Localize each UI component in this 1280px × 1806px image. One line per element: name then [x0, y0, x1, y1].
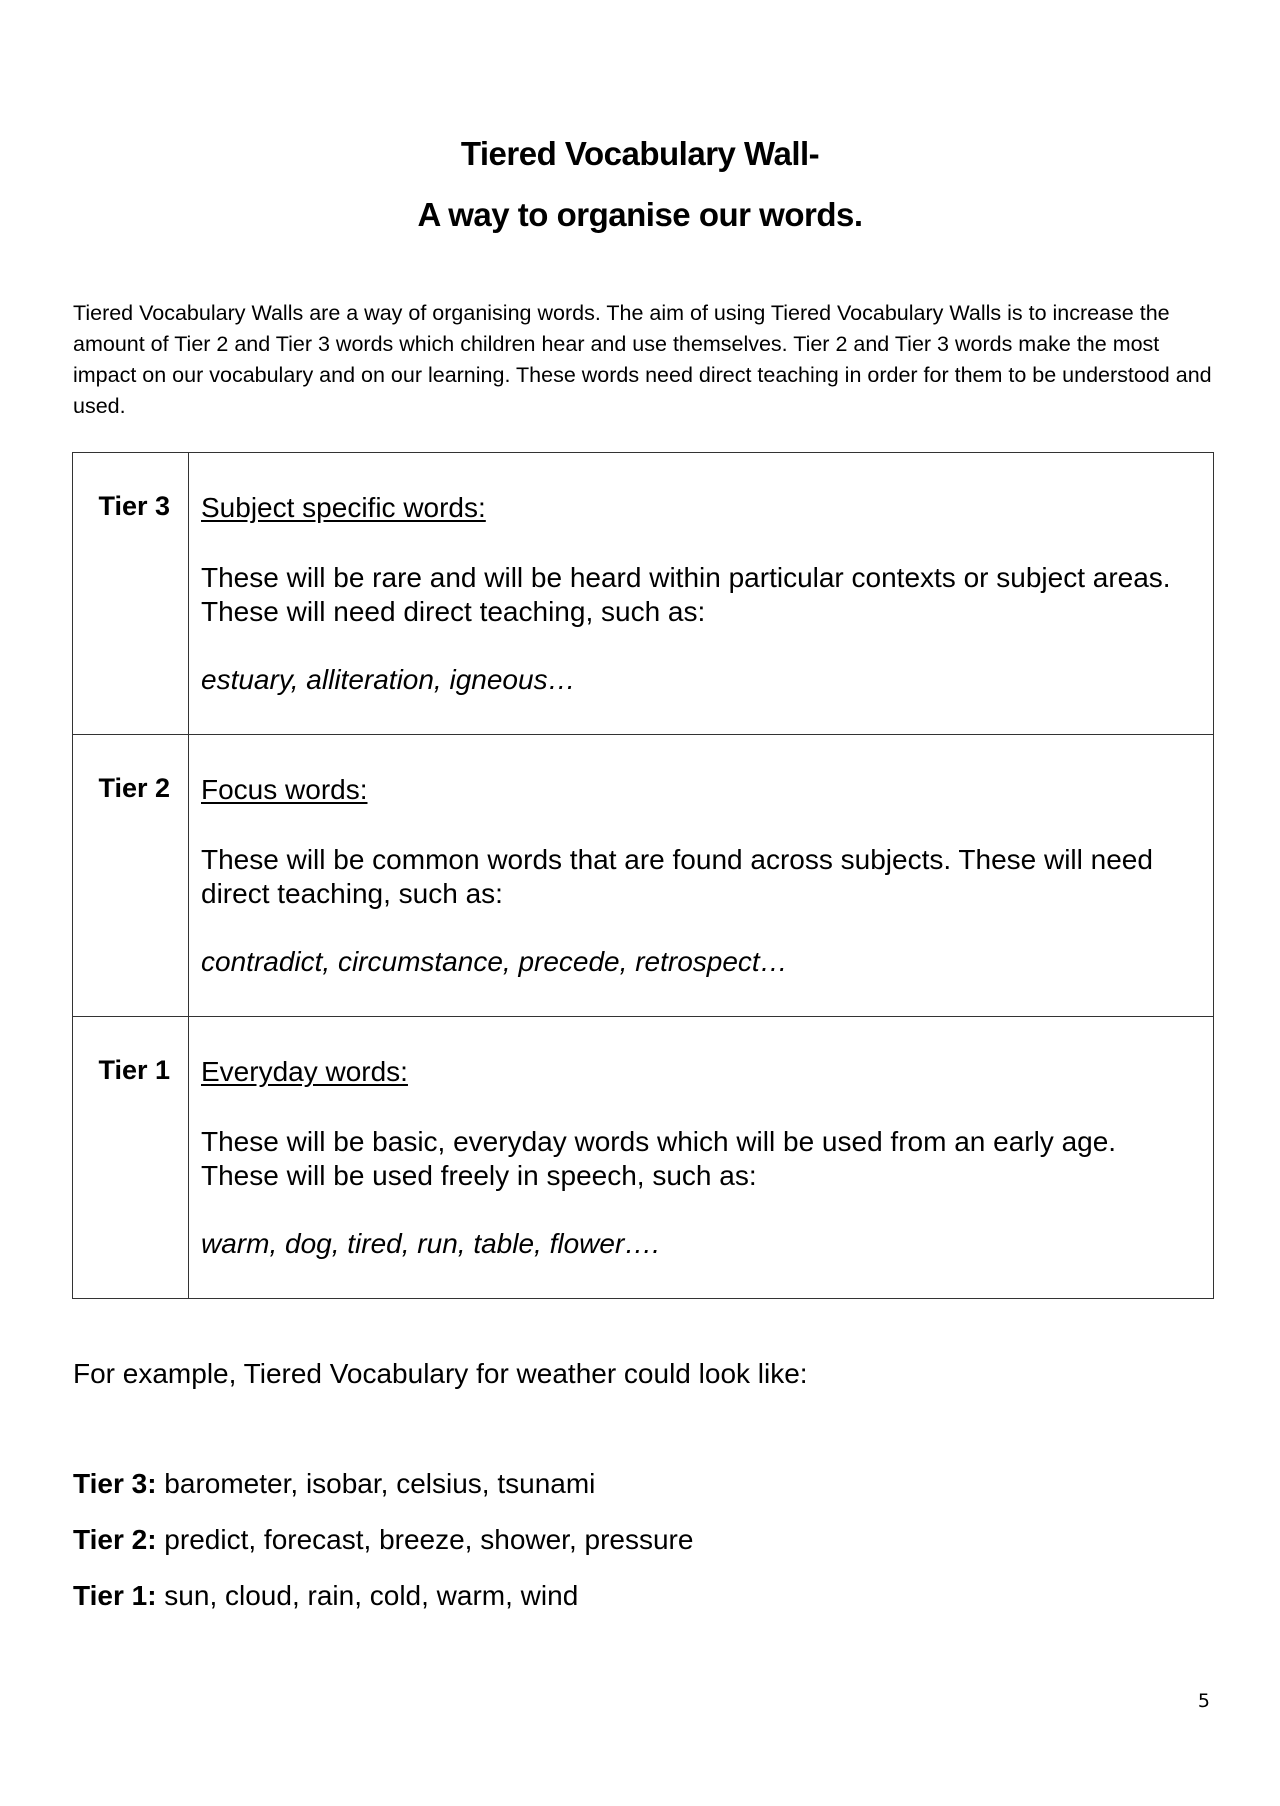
intro-paragraph: Tiered Vocabulary Walls are a way of organising words. The aim of using Tiered Vocabulary Walls is to increase the amount of Tier 2 and Tier 3 words which children hear and use themselves. Tier 2 and Tier 3 words make the most impact on our vocabulary and on our learning. These words need direct teaching in order for them to be understood and used. [73, 301, 1212, 418]
weather-tier-words: barometer, isobar, celsius, tsunami [156, 1468, 596, 1499]
tier-row-3 [73, 453, 1214, 735]
tier-heading: Everyday words: [201, 1056, 408, 1087]
tier-heading: Focus words: [201, 774, 368, 805]
tier-examples: warm, dog, tired, run, table, flower…. [201, 1228, 661, 1259]
tier-table [72, 452, 1214, 1299]
tier-description: These will be rare and will be heard within particular contexts or subject areas. These will need direct teaching, such as: [201, 562, 1171, 627]
tier-description-cell [189, 453, 1214, 735]
tier-label: Tier 2 [73, 735, 189, 1017]
tier-description-cell [189, 735, 1214, 1017]
weather-tier-words: predict, forecast, breeze, shower, pressure [156, 1524, 694, 1555]
example-intro: For example, Tiered Vocabulary for weather could look like: [73, 1358, 808, 1389]
weather-tier-words: sun, cloud, rain, cold, warm, wind [156, 1580, 579, 1611]
tier-examples: estuary, alliteration, igneous… [201, 664, 576, 695]
tier-description: These will be basic, everyday words which will be used from an early age. These will be used freely in speech, such as: [201, 1126, 1117, 1191]
weather-example-tier-1 [73, 1578, 578, 1614]
tier-examples: contradict, circumstance, precede, retrospect… [201, 946, 788, 977]
tier-label: Tier 3 [73, 453, 189, 735]
tier-heading: Subject specific words: [201, 492, 486, 523]
weather-tier-label: Tier 2: [73, 1524, 157, 1555]
tier-row-2 [73, 735, 1214, 1017]
tier-row-1 [73, 1017, 1214, 1299]
page-number: 5 [1197, 1690, 1210, 1712]
weather-tier-label: Tier 3: [73, 1468, 157, 1499]
tier-label: Tier 1 [73, 1017, 189, 1299]
page-title: Tiered Vocabulary Wall- [460, 135, 820, 172]
weather-example-tier-2 [73, 1522, 693, 1558]
weather-example-tier-3 [73, 1466, 595, 1502]
weather-tier-label: Tier 1: [73, 1580, 157, 1611]
tier-description: These will be common words that are found across subjects. These will need direct teaching, such as: [201, 844, 1153, 909]
tier-description-cell [189, 1017, 1214, 1299]
page-subtitle: A way to organise our words. [417, 196, 863, 233]
